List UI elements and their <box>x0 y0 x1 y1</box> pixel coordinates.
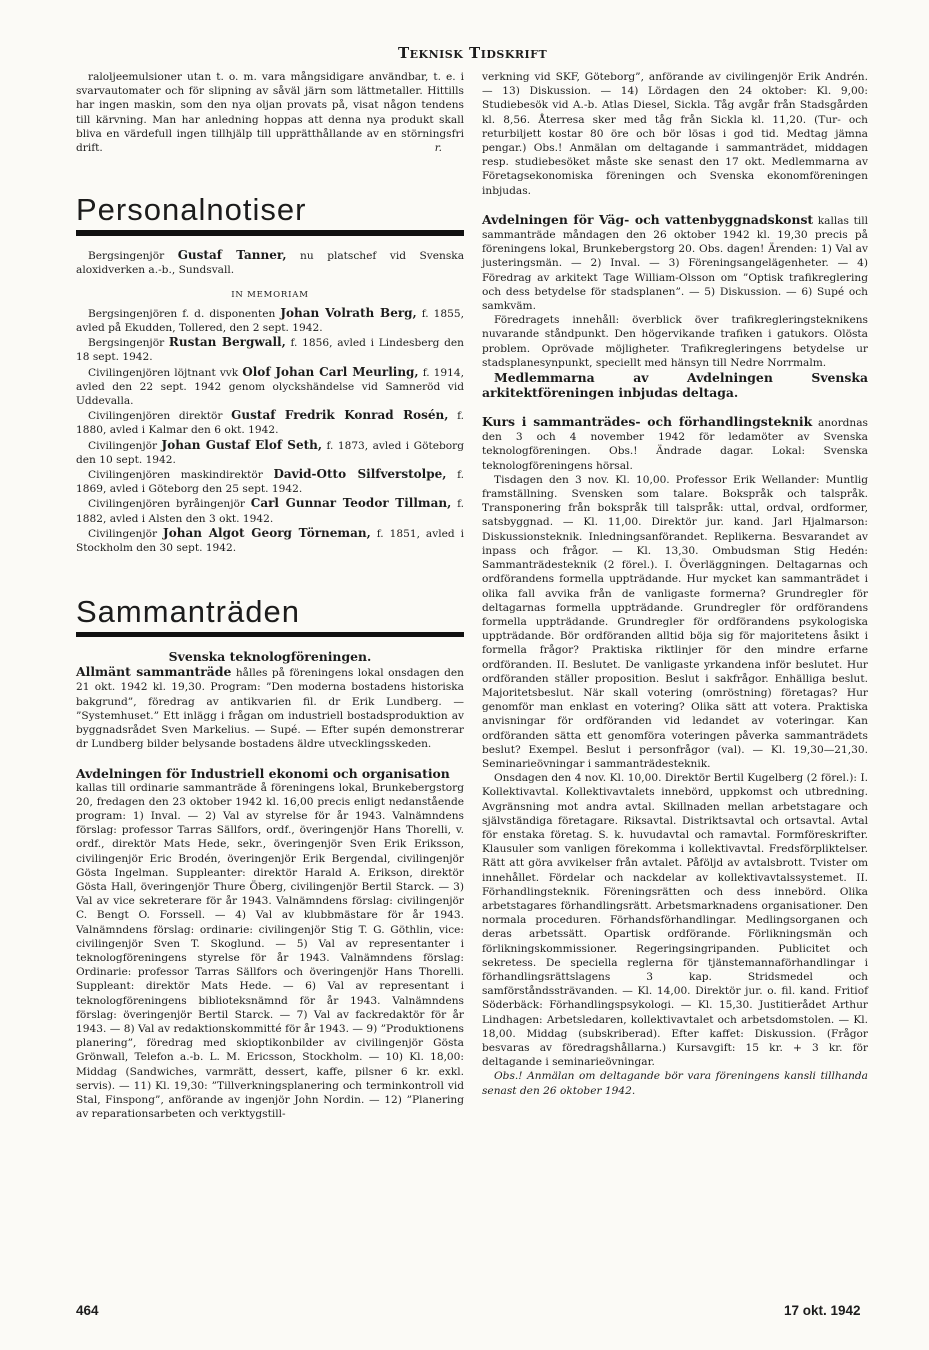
vag-abstract: Föredragets innehåll: överblick över trafikregleringsteknikens nuvarande ståndpunkt. Den högervikande trafiken i gatukors. Olösta problem. Oprövade möjligheter. Trafikregleringens betydelse ur stadsplanesynpunkt, speciellt med hänsyn till Nedre Norrmalm. <box>482 314 868 369</box>
allmant-paragraph: Allmänt sammanträde hålles på föreningens lokal onsdagen den 21 okt. 1942 kl. 19,30. Program: ”Den moderna bostadens historiska bakgrund”, föredrag av antikvarien fil. dr Erik Lundberg. — ”Systemhuset.” Ett inlägg i frågan om industriell bostadsproduktion av byggnadsrådet Sven Markelius. — Supé. — Efter supén demonstrerar dr Lundberg bilder belysande bostadens äldre utvecklingsskeden. <box>76 664 465 751</box>
kurs-tisdag: Tisdagen den 3 nov. Kl. 10,00. Professor Erik Wellander: Muntlig framställning. Svensken som talare. Bokspråk och talspråk. Transponering från bokspråk till talspråk: uttal, ordval, ordformer, satsbyggnad. — Kl. 11,00. Direktör jur. kand. Jarl Hjalmarson: Diskussionsteknik. Inledningsanförandet. Replikerna. Besvarandet av inpass och frågor. — Kl. 13,30. Ombudsman Stig Hedén: Sammanträdesteknik (2 förel.). I. Överläggningen. Deltagarnas och ordförandens formella uppträdande. Hur mycket kan sammanträdet i olika fall avvika från de vanligaste formerna? Grundregler för deltagarnas formella uppträdande. Grundregler för ordförandens formella uppträdande. Grundregler för ordförandens psykologiska uppträdande. Bör ordföranden alltid böja sig för majoritetens åsikt i formella frågor? Praktiska riktlinjer för den mindre erfarne ordföranden. II. Beslutet. De vanligaste yrkandena inför beslutet. Hur ordföranden ställer proposition. Beslut i sakfrågor. Enhälliga beslut. Majoritetsbeslut. När skall votering (omröstning) företagas? Hur genomför man enklast en votering? Olika sätt att votera. Praktiska anvisningar för ordföranden vid ledandet av voteringar. Kan ordföranden sätta ett genomföra voteringen påverka sammanträdets beslut? Exempel. Beslut i personfrågor (val). — Kl. 19,30—21,30. Seminarieövningar i sammanträdesteknik. <box>482 473 868 770</box>
ind-ekonomi-heading: Avdelningen för Industriell ekonomi och organisation <box>76 765 450 781</box>
section-title-personalnotiser: Personalnotiser <box>76 192 307 228</box>
memoriam-entry: Civilingenjör Johan Gustaf Elof Seth, f. 1873, avled i Göteborg den 10 sept. 1942. <box>76 437 464 466</box>
org-heading: Svenska teknologföreningen. <box>168 649 372 665</box>
memoriam-entry: Civilingenjören maskindirektör David-Otto Silfverstolpe, f. 1869, avled i Göteborg den 25 sept. 1942. <box>76 467 464 496</box>
section-title-sammantraden: Sammanträden <box>76 594 300 630</box>
kurs-obs: Obs.! Anmälan om deltagande bör vara föreningens kansli tillhanda senast den 26 oktober 1942. <box>482 1070 868 1097</box>
continued-paragraph: verkning vid SKF, Göteborg”, anförande av civilingenjör Erik Andrén. — 13) Diskussion. — 14) Lördagen den 24 oktober: Kl. 9,00: Studiebesök vid A.-b. Atlas Diesel, Sickla. Tåg avgår från Stadsgården kl. 8,56. Återresa sker med tåg från Sickla kl. 11,20. (Tur- och returbiljett kostar 80 öre och bör lösas i god tid. Medtag jämna pengar.) Obs.! Anmälan om deltagande i sammanträdet, middagen resp. studiebesöket måste ske senast den 17 okt. Medlemmarna av Företagsekonomiska föreningen och Svenska ekonomföreningen inbjudas. <box>482 71 868 197</box>
memoriam-entry: Civilingenjör Johan Algot Georg Törneman, f. 1851, avled i Stockholm den 30 sept. 1942. <box>76 525 464 555</box>
memoriam-entry: Civilingenjören byråingenjör Carl Gunnar Teodor Tillman, f. 1882, avled i Alsten den 3 okt. 1942. <box>76 496 465 525</box>
personal-note: Bergsingenjör Gustaf Tanner, nu platschef vid Svenska aloxidverken a.-b., Sundsvall. <box>76 248 465 277</box>
ind-ekonomi-paragraph: kallas till ordinarie sammanträde å föreningens lokal, Brunkebergstorg 20, fredagen den 23 oktober 1942 kl. 16,00 precis enligt nedanstående program: 1) Inval. — 2) Val av styrelse för år 1943. Valnämndens förslag: professor Tarras Sällfors, ordf., överingenjör Hans Thorelli, v. ordf., direktör Mats Hede, sekr., överingenjör Sven Erik Eriksson, civilingenjör Eric Brodén, överingenjör Erik Bergendal, civilingenjör Gösta Ingelman. Suppleanter: direktör Harald A. Erikson, direktör Gösta Hall, överingenjör Thure Öberg, civilingenjör Bertil Starck. — 3) Val av vice sekreterare för år 1943. Valnämndens förslag: civilingenjör C. Bengt O. Forssell. — 4) Val av klubbmästare för år 1943. Valnämndens förslag: ordinarie: civilingenjör Stig T. G. Göthlin, vice: civilingenjör Sven T. Skoglund. — 5) Val av representanter i teknologföreningens styrelse för år 1943. Valnämndens förslag: Ordinarie: professor Tarras Sällfors och överingenjör Hans Thorelli. Suppleant: direktör Mats Hede. — 6) Val av representant i teknologföreningens biblioteksnämnd för år 1943. Valnämndens förslag: överingenjör Bertil Starck. — 7) Val av fackredaktör för år 1943. — 8) Val av redaktionskommitté för år 1943. — 9) ”Produktionens planering”, föredrag med skioptikonbilder av civilingenjör Gösta Grönwall, Telefon a.-b. L. M. Ericsson, Stockholm. — 10) Kl. 18,00: Middag (Sandwiches, varmrätt, dessert, kaffe, pilsner 6 kr. exkl. servis). — 11) Kl. 19,30: ”Tillverkningsplanering och terminkontroll vid Stal, Finspong”, anförande av ingenjör John Nordin. — 12) ”Planering av reparationsarbeten och verktygstill- <box>76 781 464 1121</box>
intro-paragraph: raloljeemulsioner utan t. o. m. vara mångsidigare användbar, t. e. i svarvautomater och för slipning av såväl järn som lättmetaller. Hittills har ingen maskin, som den nya oljan provats på, visat någon tendens till kärvning. Man har anledning hoppas att denna nya produkt skall bliva en värdefull ingen tillhjälp till upprätthållande av en störningsfri drift. r. <box>76 71 464 155</box>
memoriam-entry: Bergsingenjören f. d. disponenten Johan Volrath Berg, f. 1855, avled på Ekudden, Tollered, den 2 sept. 1942. <box>76 305 464 335</box>
in-memoriam-label: IN MEMORIAM <box>231 289 309 300</box>
issue-date: 17 okt. 1942 <box>784 1303 861 1318</box>
vag-invite: Medlemmarna av Avdelningen Svenska arkitektföreningen inbjudas deltaga. <box>482 370 868 401</box>
vag-paragraph: Avdelningen för Väg- och vattenbyggnadskonst kallas till sammanträde måndagen den 26 oktober 1942 kl. 19,30 precis på föreningens lokal, Brunkebergstorg 20. Obs. dagen! Ärenden: 1) Val av justeringsmän. — 2) Inval. — 3) Föreningsangelägenheter. — 4) Föredrag av arkitekt Tage William-Olsson om ”Optisk trafikreglering och dess betydelse för stadsplanen”. — 5) Diskussion. — 6) Supé och samkväm. <box>482 211 868 313</box>
section-rule <box>76 632 464 637</box>
memoriam-entry: Civilingenjören direktör Gustaf Fredrik Konrad Rosén, f. 1880, avled i Kalmar den 6 okt. 1942. <box>76 408 465 437</box>
left-column <box>76 70 464 1121</box>
memoriam-entry: Civilingenjören löjtnant vvk Olof Johan Carl Meurling, f. 1914, avled den 22 sept. 1942 genom olyckshändelse vid Samneröd vid Uddevalla. <box>76 364 464 408</box>
masthead: Teknisk Tidskrift <box>398 44 548 62</box>
page-number: 464 <box>76 1303 99 1318</box>
kurs-paragraph: Kurs i sammanträdes- och förhandlingsteknik anordnas den 3 och 4 november 1942 för ledamöter av Svenska teknologföreningen. Obs.! Ändrade dagar. Lokal: Svenska teknologföreningens hörsal. <box>482 414 868 472</box>
section-rule <box>76 230 464 236</box>
right-column <box>482 70 868 1098</box>
kurs-onsdag: Onsdagen den 4 nov. Kl. 10,00. Direktör Bertil Kugelberg (2 förel.): I. Kollektivavtal. Kollektivavtalets innebörd, uppkomst och utbredning. Avgränsning mot andra avtal. Skillnaden mellan arbetstagare och självständiga företagare. Riksavtal. Distriktsavtal och ortsavtal. Avtal för enstaka företag. S. k. huvudavtal och ramavtal. Formföreskrifter. Klausuler som vanligen förekomma i kollektivavtal. Fredsförpliktelser. Rätt att göra avvikelser från avtalet. Påföljd av avtalsbrott. Tvister om innehållet. Fördelar och nackdelar av kollektivavtalssystemet. II. Förhandlingsteknik. Föreningsrätten och dess innebörd. Olika arbetstagares förhandlingsrätt. Arbetsmarknadens organisationer. Den normala proceduren. Förhandsförhandlingar. Medlingsorganen och deras arbetssätt. Opartisk ordförande. Förlikningsmän och förlikningskommissioner. Regeringsingripanden. Publicitet och sekretess. De speciella reglerna för tjänstemannaförhandlingar i förhandlingsrättslagens 3 kap. Stridsmedel och samförståndssträvanden. — Kl. 14,00. Direktör jur. o. fil. kand. Fritiof Söderbäck: Förhandlingspsykologi. — Kl. 15,30. Justitierådet Arthur Lindhagen: Arbetsledaren, kollektivavtalet och arbetsdomstolen. — Kl. 18,00. Middag (subskriberad). Efter kaffet: Diskussion. (Frågor besvaras av föredragshållarna.) Kursavgift: 15 kr. + 3 kr. för deltagande i seminarieövningar. <box>482 772 868 1069</box>
intro-signature: r. <box>434 142 442 155</box>
memoriam-entry: Bergsingenjör Rustan Bergwall, f. 1856, avled i Lindesberg den 18 sept. 1942. <box>76 335 464 364</box>
